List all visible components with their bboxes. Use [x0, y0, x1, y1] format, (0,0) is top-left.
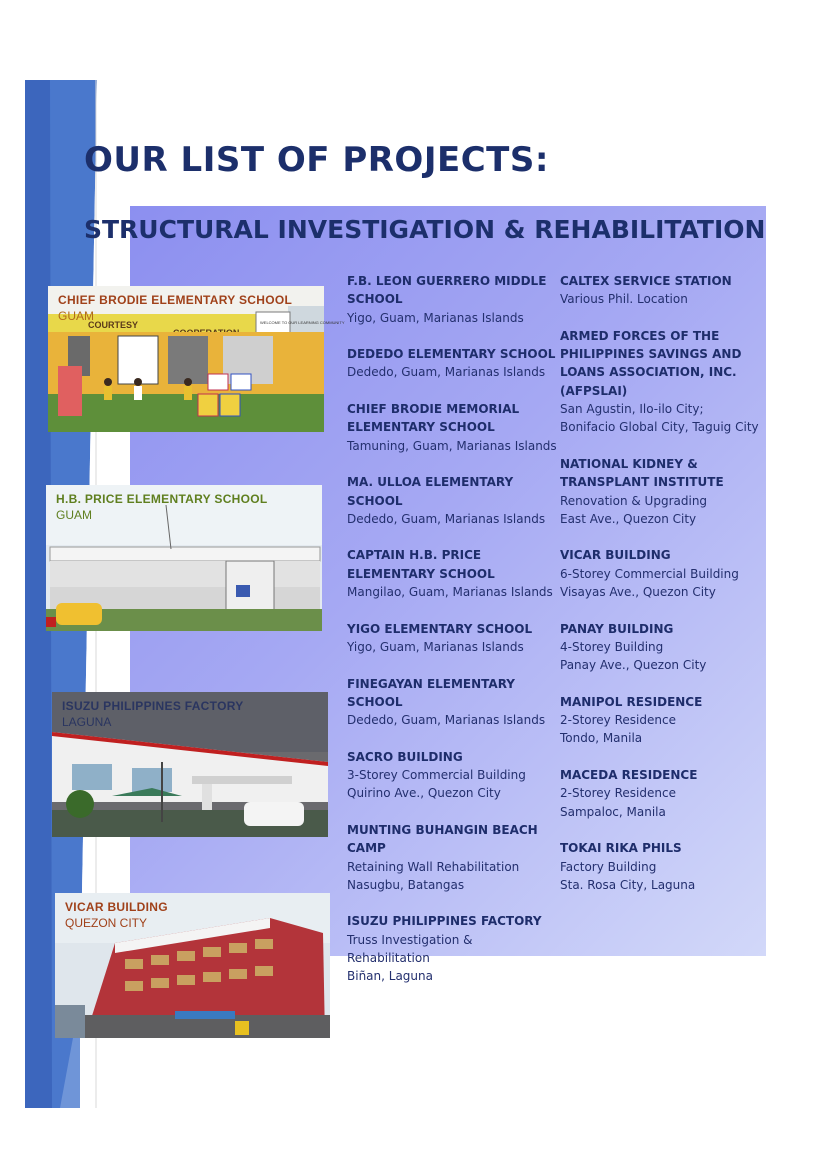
photo-caption — [65, 899, 168, 931]
welcome-sign: WELCOME TO OUR LEARNING COMMUNITY — [260, 320, 345, 325]
project-detail: 2-Storey Residence — [560, 786, 676, 801]
project-detail: 4-Storey Building — [560, 639, 664, 654]
project-detail: Sta. Rosa City, Laguna — [560, 877, 696, 892]
project-detail: Yigo, Guam, Marianas Islands — [347, 310, 524, 325]
project-name: SACRO BUILDING — [347, 749, 463, 764]
project-name: ARMED FORCES OF THE PHILIPPINES SAVINGS AND LOANS ASSOCIATION, INC. (AFPSLAI) — [560, 328, 742, 398]
project-entry — [560, 620, 765, 675]
project-detail: Sampaloc, Manila — [560, 804, 666, 819]
photo-caption — [62, 698, 244, 730]
project-detail: Yigo, Guam, Marianas Islands — [347, 639, 524, 654]
project-entry — [347, 821, 557, 894]
project-entry — [560, 766, 765, 821]
project-name: MA. ULLOA ELEMENTARY SCHOOL — [347, 475, 514, 508]
photo-isuzu-factory — [52, 692, 328, 837]
photo-caption-location: GUAM — [56, 508, 92, 522]
project-name: FINEGAYAN ELEMENTARY SCHOOL — [347, 676, 515, 709]
photo-caption — [58, 292, 292, 324]
project-detail: East Ave., Quezon City — [560, 511, 697, 526]
project-detail: Retaining Wall Rehabilitation — [347, 859, 520, 874]
project-detail: Various Phil. Location — [560, 292, 688, 307]
project-detail: Dededo, Guam, Marianas Islands — [347, 365, 546, 380]
project-detail: Mangilao, Guam, Marianas Islands — [347, 585, 553, 600]
page-subtitle: STRUCTURAL INVESTIGATION & REHABILITATION — [84, 215, 766, 244]
photo-caption-location: QUEZON CITY — [65, 916, 148, 930]
page-title: OUR LIST OF PROJECTS: — [84, 140, 549, 180]
project-entry — [347, 620, 557, 657]
project-entry — [347, 345, 557, 382]
project-name: MUNTING BUHANGIN BEACH CAMP — [347, 822, 538, 856]
project-name: CAPTAIN H.B. PRICE ELEMENTARY SCHOOL — [347, 548, 495, 581]
project-name: NATIONAL KIDNEY & TRANSPLANT INSTITUTE — [560, 456, 724, 490]
project-entry — [347, 272, 557, 327]
project-entry — [560, 455, 765, 528]
project-detail: Panay Ave., Quezon City — [560, 658, 707, 673]
project-entry — [560, 546, 765, 601]
photo-caption-location: LAGUNA — [62, 715, 112, 729]
project-detail: Truss Investigation & Rehabilitation — [347, 932, 473, 965]
project-detail: Tondo, Manila — [560, 731, 643, 746]
photo-hb-price-school — [46, 485, 322, 631]
project-detail: Nasugbu, Batangas — [347, 877, 465, 892]
project-name: CHIEF BRODIE MEMORIAL ELEMENTARY SCHOOL — [347, 402, 520, 435]
photo-caption-name: ISUZU PHILIPPINES FACTORY — [62, 699, 244, 713]
project-name: VICAR BUILDING — [560, 548, 671, 563]
project-entry — [560, 327, 765, 437]
project-name: TOKAI RIKA PHILS — [560, 841, 682, 856]
project-entry — [347, 748, 557, 803]
photo-caption — [56, 491, 268, 523]
project-detail: Quirino Ave., Quezon City — [347, 786, 501, 801]
project-detail: 6-Storey Commercial Building — [560, 566, 739, 581]
project-detail: Bonifacio Global City, Taguig City — [560, 420, 759, 435]
photo-caption-name: H.B. PRICE ELEMENTARY SCHOOL — [56, 492, 268, 506]
project-name: MACEDA RESIDENCE — [560, 768, 698, 783]
project-detail: 3-Storey Commercial Building — [347, 768, 526, 783]
project-detail: Dededo, Guam, Marianas Islands — [347, 511, 546, 526]
project-list-right — [560, 272, 765, 912]
project-name: CALTEX SERVICE STATION — [560, 274, 732, 288]
project-detail: Factory Building — [560, 859, 657, 874]
photo-caption-location: GUAM — [58, 309, 94, 323]
project-entry — [347, 912, 557, 985]
photo-caption-name: CHIEF BRODIE ELEMENTARY SCHOOL — [58, 293, 293, 307]
project-name: PANAY BUILDING — [560, 621, 674, 636]
project-detail: Renovation & Upgrading — [560, 493, 708, 508]
project-entry — [560, 839, 765, 894]
project-entry — [347, 546, 557, 601]
project-name: DEDEDO ELEMENTARY SCHOOL — [347, 347, 556, 362]
project-entry — [347, 473, 557, 528]
photo-caption-name: VICAR BUILDING — [65, 900, 168, 914]
project-detail: Visayas Ave., Quezon City — [560, 585, 716, 600]
project-entry — [560, 272, 765, 309]
project-detail: Dededo, Guam, Marianas Islands — [347, 713, 546, 728]
photo-vicar-building — [55, 893, 330, 1038]
project-detail: Biñan, Laguna — [347, 969, 433, 984]
project-name: MANIPOL RESIDENCE — [560, 694, 703, 709]
project-name: YIGO ELEMENTARY SCHOOL — [347, 621, 533, 636]
project-detail: 2-Storey Residence — [560, 713, 676, 728]
project-list-left — [347, 272, 557, 1004]
project-name: F.B. LEON GUERRERO MIDDLE SCHOOL — [347, 274, 547, 307]
project-name: ISUZU PHILIPPINES FACTORY — [347, 914, 542, 929]
project-entry — [347, 400, 557, 455]
photo-chief-brodie-school — [48, 286, 345, 432]
project-detail: Tamuning, Guam, Marianas Islands — [347, 438, 557, 453]
project-entry — [347, 675, 557, 730]
courtesy-sign: COURTESY — [88, 320, 139, 330]
project-entry — [560, 693, 765, 748]
project-detail: San Agustin, Ilo-ilo City; — [560, 402, 704, 417]
